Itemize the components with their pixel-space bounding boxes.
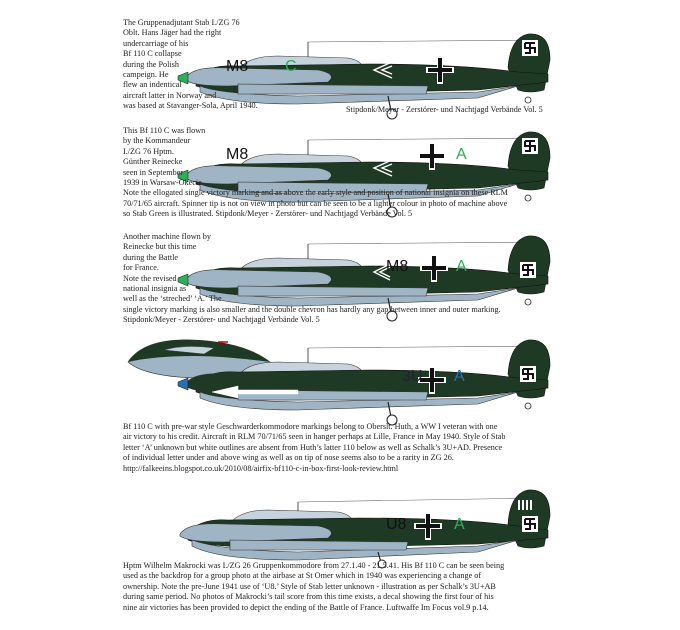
caption-line: for France. [123, 263, 159, 273]
caption-line: flew an indentical [123, 80, 182, 90]
caption-line: air victory to his credit. Aircraft in RLM 70/71/65 seen in hanger perhaps at Lille, France in May 1940. Style of Stab [123, 432, 506, 442]
caption-line: Bf 110 C with pre-war style Geschwarderkommodore markings belong to Oberslt. Huth, a WW I veteran with one [123, 422, 498, 431]
caption-line: Günther Reinecke [123, 157, 183, 167]
caption-line: undercarriage of his [123, 38, 189, 48]
caption-line: campeign. He [123, 70, 169, 80]
tail-hakenkreuz-icon [522, 40, 538, 56]
source-citation-1: Stipdonk/Meyer - Zerstörer- und Nachtjagd Verbände Vol. 5 [346, 105, 543, 114]
caption-block-4 [123, 422, 505, 474]
caption-line: Note the revised [123, 273, 177, 283]
fuselage-code-left-5: U8 [386, 516, 407, 533]
caption-line: Stipdonk/Meyer - Zerstörer- und Nachtjagd Verbände Vol. 5 [123, 315, 320, 325]
caption-line: Reinecke but this time [123, 242, 197, 252]
caption-block-3 [123, 232, 501, 326]
caption-line: Note the ellogated single victory marking and as above the early style and position of national insignia on these RLM [123, 188, 508, 198]
caption-line: I./ZG 76 Hptm. [123, 146, 174, 156]
fuselage-code-left-1: M8 [226, 58, 249, 75]
fuselage-code-right-3: A [456, 258, 467, 275]
caption-line: Oblt. Hans Jäger had the right [123, 28, 222, 38]
tail-hakenkreuz-icon [522, 516, 538, 532]
caption-line: single victory marking is also smaller and the double chevron has hardly any gap between inner and outer marking. [123, 304, 501, 314]
caption-line: so Stab Green is illustrated. Stipdonk/Meyer - Zerstörer- und Nachtjagd Verbände Vol. 5 [123, 209, 413, 219]
caption-block-1 [123, 18, 258, 112]
caption-line: 70/71/65 aircraft. Spinner tip is not on view in photo but can be seen to be a lighter colour in photo of machine above [123, 198, 508, 208]
caption-line: well as the ‘streched’ ‘A.’ The [123, 294, 222, 304]
caption-line: of individual letter under and above wing as well as on tip of nose seems also to be a rarity in ZG 26. [123, 453, 454, 463]
caption-line: ownership. Note the pre-June 1941 use of ‘U8.’ Style of Stab letter unknown - illustration as per Schalk’s 3U+AB [123, 581, 496, 591]
caption-line: seen in September [123, 167, 184, 177]
fuselage-code-right-4: A [454, 368, 465, 385]
caption-line: during same period. No photos of Makrocki’s tail score from this time exists, a decal showing the first four of his [123, 592, 494, 602]
caption-line: Another machine flown by [123, 232, 211, 241]
caption-block-2 [123, 126, 508, 220]
caption-line: Bf 110 C collapse [123, 49, 182, 59]
caption-line: This Bf 110 C was flown [123, 126, 206, 135]
caption-line: used as the backdrop for a group photo at the airbase at St Omer which in 1940 was experiencing a change of [123, 571, 482, 581]
aircraft-profile-4 [178, 326, 558, 426]
tail-hakenkreuz-icon [520, 262, 536, 278]
caption-line: letter ‘A’ unknown but white outlines are absent from Huth’s latter 110 below as well as Schalk’s 3U+AD. Presence [123, 442, 503, 452]
caption-line: The Gruppenadjutant Stab I./ZG 76 [123, 18, 240, 27]
fuselage-code-right-5: A [454, 516, 465, 533]
fuselage-code-left-4: 3U [402, 368, 423, 385]
aircraft-profile-5 [178, 480, 558, 570]
caption-line: by the Kommandeur [123, 136, 191, 146]
caption-line: aircraft latter in Norway and [123, 90, 217, 100]
tail-hakenkreuz-icon [520, 366, 536, 382]
caption-line: was based at Stavanger-Sola, April 1940. [123, 101, 258, 111]
caption-line: during the Polish [123, 59, 179, 69]
caption-line: http://falkeeins.blogspot.co.uk/2010/08/airfix-bf110-c-in-box-first-look-review.html [123, 463, 399, 473]
caption-line: 1939 in Warsaw-Okecie. [123, 178, 204, 188]
fuselage-code-left-2: M8 [226, 146, 249, 163]
caption-line: during the Battle [123, 252, 179, 262]
tail-hakenkreuz-icon [522, 138, 538, 154]
fuselage-code-right-2: A [456, 146, 467, 163]
caption-line: national insignia as [123, 284, 187, 294]
caption-line: nine air victories has been provided to depict the ending of the Battle of France. Luftwaffe Im Focus vol.9 p.14. [123, 602, 489, 612]
fuselage-code-left-3: M8 [386, 258, 409, 275]
fuselage-code-right-1: C [285, 58, 297, 75]
caption-block-5 [123, 561, 504, 613]
caption-line: Hptm Wilhelm Makrocki was I./ZG 26 Gruppenkommodore from 27.1.40 - 21.5.41. His Bf 110 C can be seen being [123, 561, 505, 570]
